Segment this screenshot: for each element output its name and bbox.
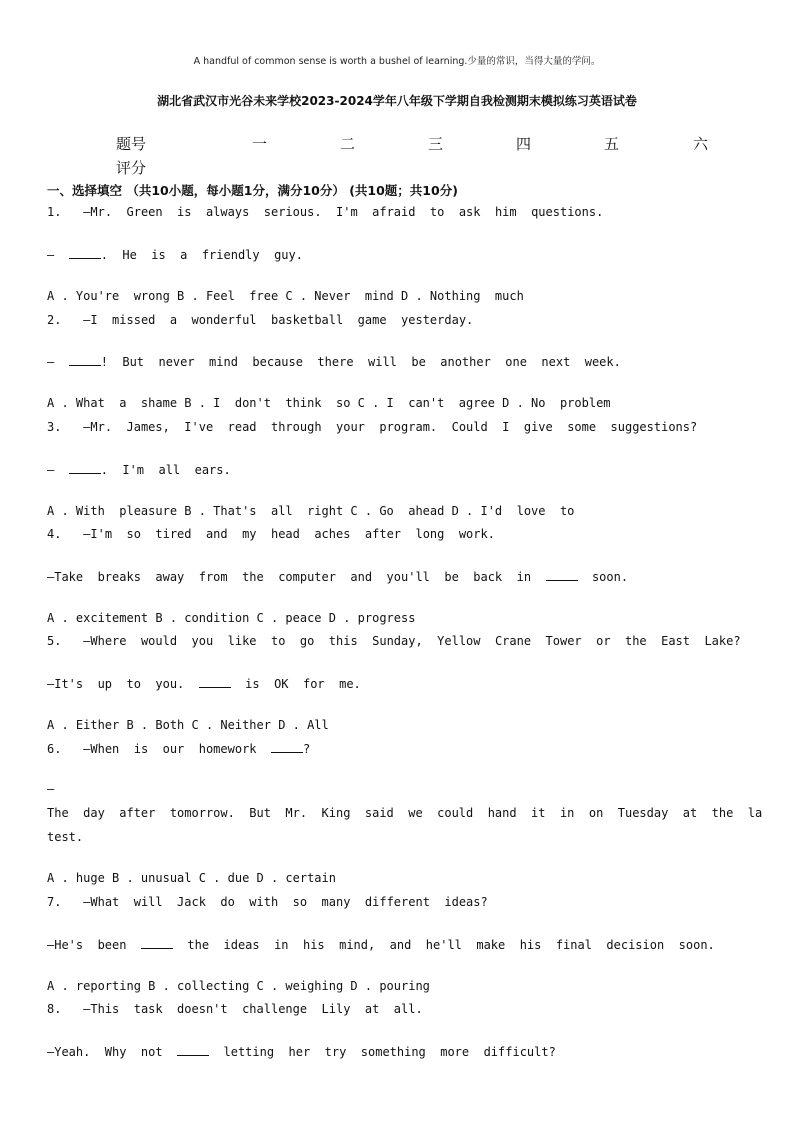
score-table xyxy=(116,133,716,155)
question-number: 1. xyxy=(47,205,62,219)
question-number: 6. xyxy=(47,742,62,756)
answer-line-3: — . I'm all ears. xyxy=(47,463,231,477)
question-number: 8. xyxy=(47,1002,62,1016)
answer-line-1: — . He is a friendly guy. xyxy=(47,248,303,262)
answer-line-6: The day after tomorrow. But Mr. King said we could hand it in on Tuesday at the la xyxy=(47,806,763,820)
question-number: 4. xyxy=(47,527,62,541)
question-5 xyxy=(47,634,747,648)
answer-blank[interactable] xyxy=(69,354,101,366)
options-5: A . Either B . Both C . Neither D . All xyxy=(47,718,329,732)
section-heading: 一、选择填空 （共10小题，每小题1分，满分10分） (共10题；共10分) xyxy=(47,183,458,198)
question-text: —Mr. Green is always serious. I'm afraid to ask him questions. xyxy=(83,205,604,219)
score-column-5: 五 xyxy=(604,135,620,153)
answer-line-7: —He's been the ideas in his mind, and he'll make his final decision soon. xyxy=(47,938,715,952)
question-number: 7. xyxy=(47,895,62,909)
question-text: —When is our homework xyxy=(83,742,271,756)
answer-line-8: —Yeah. Why not letting her try something more difficult? xyxy=(47,1045,556,1059)
question-text: —I missed a wonderful basketball game yesterday. xyxy=(83,313,474,327)
question-7 xyxy=(47,895,747,909)
score-table-label-score: 评分 xyxy=(116,159,147,177)
answer-blank[interactable] xyxy=(177,1044,209,1056)
score-column-2: 二 xyxy=(340,135,356,153)
answer-blank[interactable] xyxy=(271,741,303,753)
question-text: —I'm so tired and my head aches after long work. xyxy=(83,527,495,541)
question-6: 6. —When is our homework ? xyxy=(47,742,311,756)
question-number: 5. xyxy=(47,634,62,648)
score-column-1: 一 xyxy=(252,135,268,153)
question-8 xyxy=(47,1002,747,1016)
question-text: —What will Jack do with so many different ideas? xyxy=(83,895,488,909)
answer-line-5: —It's up to you. is OK for me. xyxy=(47,677,361,691)
answer-line-2: — ! But never mind because there will be another one next week. xyxy=(47,355,621,369)
answer-blank[interactable] xyxy=(199,676,231,688)
question-text: —This task doesn't challenge Lily at all. xyxy=(83,1002,423,1016)
question-3 xyxy=(47,420,747,434)
options-2: A . What a shame B . I don't think so C . I can't agree D . No problem xyxy=(47,396,611,410)
page-title: 湖北省武汉市光谷未来学校2023-2024学年八年级下学期自我检测期末模拟练习英语试卷 xyxy=(157,94,637,108)
options-4: A . excitement B . condition C . peace D . progress xyxy=(47,611,416,625)
score-table-label-number: 题号 xyxy=(116,135,147,153)
question-number: 3. xyxy=(47,420,62,434)
answer-blank[interactable] xyxy=(69,462,101,474)
options-6: A . huge B . unusual C . due D . certain xyxy=(47,871,336,885)
score-column-6: 六 xyxy=(693,135,709,153)
score-column-3: 三 xyxy=(428,135,444,153)
question-2 xyxy=(47,313,747,327)
page-header-quote: A handful of common sense is worth a bushel of learning.少量的常识，当得大量的学问。 xyxy=(193,56,601,67)
question-text: —Mr. James, I've read through your program. Could I give some suggestions? xyxy=(83,420,698,434)
options-7: A . reporting B . collecting C . weighing D . pouring xyxy=(47,979,430,993)
options-3: A . With pleasure B . That's all right C . Go ahead D . I'd love to xyxy=(47,504,575,518)
options-1: A . You're wrong B . Feel free C . Never mind D . Nothing much xyxy=(47,289,524,303)
answer-blank[interactable] xyxy=(546,569,578,581)
question-4 xyxy=(47,527,747,541)
answer-blank[interactable] xyxy=(69,247,101,259)
answer-line-4: —Take breaks away from the computer and you'll be back in soon. xyxy=(47,570,629,584)
question-number: 2. xyxy=(47,313,62,327)
answer-dash-6: — xyxy=(47,782,55,796)
question-text: —Where would you like to go this Sunday, Yellow Crane Tower or the East Lake? xyxy=(83,634,741,648)
answer-line-6-cont: test. xyxy=(47,830,84,844)
answer-blank[interactable] xyxy=(141,937,173,949)
question-1 xyxy=(47,205,747,219)
score-column-4: 四 xyxy=(516,135,532,153)
